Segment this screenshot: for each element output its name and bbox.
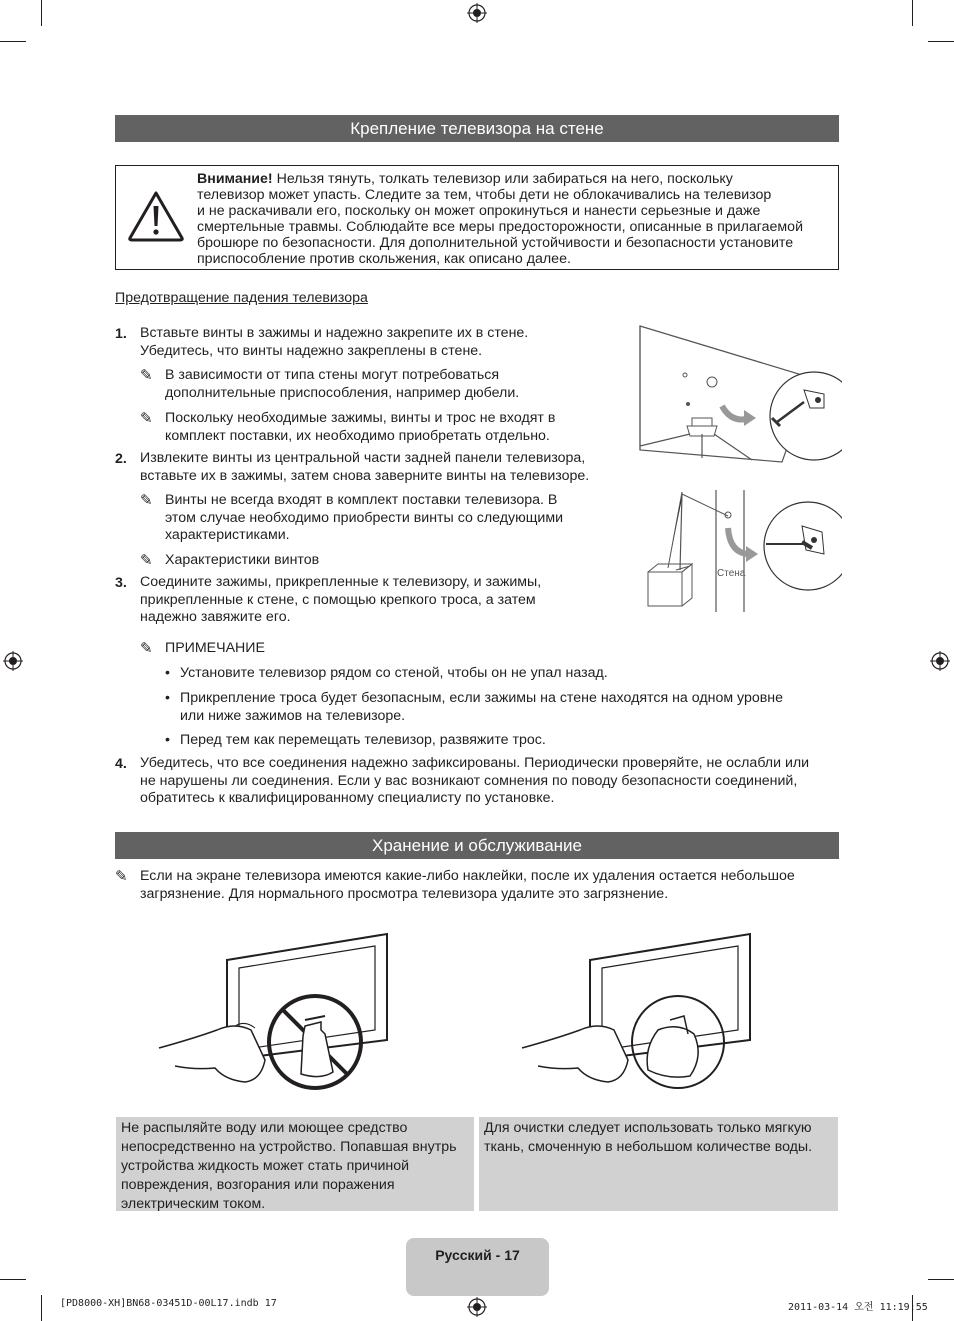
pencil-note-icon: ✎ — [140, 410, 153, 427]
warning-label: Внимание! — [197, 171, 273, 187]
subheading: Предотвращение падения телевизора — [115, 290, 368, 306]
cell-line: непосредственно на устройство. Попавшая внутрь — [121, 1139, 457, 1155]
step-text: Вставьте винты в зажимы и надежно закрепите их в стене. Убедитесь, что винты надежно закреплены в стене. — [140, 325, 529, 359]
registration-mark-icon — [3, 651, 23, 671]
note: ✎ В зависимости от типа стены могут потребоваться дополнительные приспособления, например дюбели. — [140, 367, 520, 401]
cell-line: Не распыляйте воду или моющее средство — [121, 1120, 408, 1136]
note: ✎ Характеристики винтов — [140, 552, 320, 569]
step-text: Извлеките винты из центральной части задней панели телевизора, вставьте их в зажимы, затем снова заверните винты на телевизоре. — [140, 450, 590, 484]
section-title-storage: Хранение и обслуживание — [115, 832, 839, 859]
list-item: • Прикрепление троса будет безопасным, если зажимы на стене находятся на одном уровне или ниже зажимов на телевизоре. — [165, 690, 784, 724]
crop-mark — [41, 1295, 42, 1321]
note: ✎ Если на экране телевизора имеются какие-либо наклейки, после их удаления остается небольшое загрязнение. Для нормального просмотра телевизора удалите это загрязнение. — [115, 868, 795, 902]
crop-mark — [41, 0, 42, 26]
warning-text: Внимание! Нельзя тянуть, толкать телевизор или забираться на него, поскольку телевизор может упасть. Следите за тем, чтобы дети не облокачивались на телевизор и не раскачивали его, поскольку он может опрокинуться и нанести серьезные и даже смертельные травмы. Соблюдайте все меры предосторожности, описанные в прилагаемой брошюре по безопасности. Для дополнительной устойчивости и безопасности установите приспособление против скольжения, как описано далее. — [197, 171, 803, 267]
step-number: 2. — [115, 451, 127, 467]
pencil-note-icon: ✎ — [140, 552, 153, 569]
section-title-wall-mount: Крепление телевизора на стене — [115, 115, 839, 142]
pencil-note-icon: ✎ — [140, 492, 153, 509]
step-number: 3. — [115, 575, 127, 591]
step-number: 1. — [115, 326, 127, 342]
note: ✎ ПРИМЕЧАНИЕ — [140, 640, 265, 657]
page-number-tab: Русский - 17 — [406, 1238, 549, 1296]
registration-mark-icon — [930, 651, 950, 671]
crop-mark — [928, 41, 954, 42]
crop-mark — [928, 1279, 954, 1280]
warning-triangle-icon — [127, 190, 185, 242]
registration-mark-icon — [467, 1297, 487, 1317]
soft-cloth-illustration — [518, 930, 758, 1090]
table-cell-right — [479, 1117, 838, 1211]
crop-mark — [912, 0, 913, 26]
list-item: • Установите телевизор рядом со стеной, чтобы он не упал назад. — [165, 665, 608, 681]
step-text: Убедитесь, что все соединения надежно зафиксированы. Периодически проверяйте, не ослабли или не нарушены ли соединения. Если у вас возникают сомнения по поводу безопасности соединений, обратитесь к квалифицированному специалисту по установке. — [140, 755, 810, 806]
list-item: • Перед тем как перемещать телевизор, развяжите трос. — [165, 732, 546, 748]
cell-line: ткань, смоченную в небольшом количестве воды. — [484, 1139, 813, 1155]
pencil-note-icon: ✎ — [140, 367, 153, 384]
wall-label: Стена — [717, 568, 746, 579]
cell-line: устройства жидкость может стать причиной — [121, 1158, 410, 1174]
cell-line: Для очистки следует использовать только мягкую — [484, 1120, 812, 1136]
pencil-note-icon: ✎ — [115, 868, 128, 885]
step-number: 4. — [115, 756, 127, 772]
table-cell-left — [116, 1117, 474, 1211]
no-spray-illustration — [155, 930, 395, 1090]
registration-mark-icon — [467, 3, 487, 23]
print-timestamp: 2011-03-14 오전 11:19:55 — [788, 1302, 928, 1313]
note: ✎ Винты не всегда входят в комплект поставки телевизора. В этом случае необходимо приобрести винты со следующими характеристиками. — [140, 492, 564, 543]
crop-mark — [0, 41, 26, 42]
note: ✎ Поскольку необходимые зажимы, винты и трос не входят в комплект поставки, их необходимо приобретать отдельно. — [140, 410, 556, 444]
cell-line: электрическим током. — [121, 1196, 266, 1212]
pencil-note-icon: ✎ — [140, 640, 153, 657]
step-text: Соедините зажимы, прикрепленные к телевизору, и зажимы, прикрепленные к стене, с помощью крепкого троса, а затем надежно завяжите его. — [140, 574, 542, 625]
file-info: [PD8000-XH]BN68-03451D-00L17.indb 17 — [60, 1298, 277, 1309]
cell-line: повреждения, возгорания или поражения — [121, 1177, 395, 1193]
warning-box — [115, 165, 839, 270]
crop-mark — [0, 1279, 26, 1280]
tv-anchor-illustration — [632, 322, 842, 612]
